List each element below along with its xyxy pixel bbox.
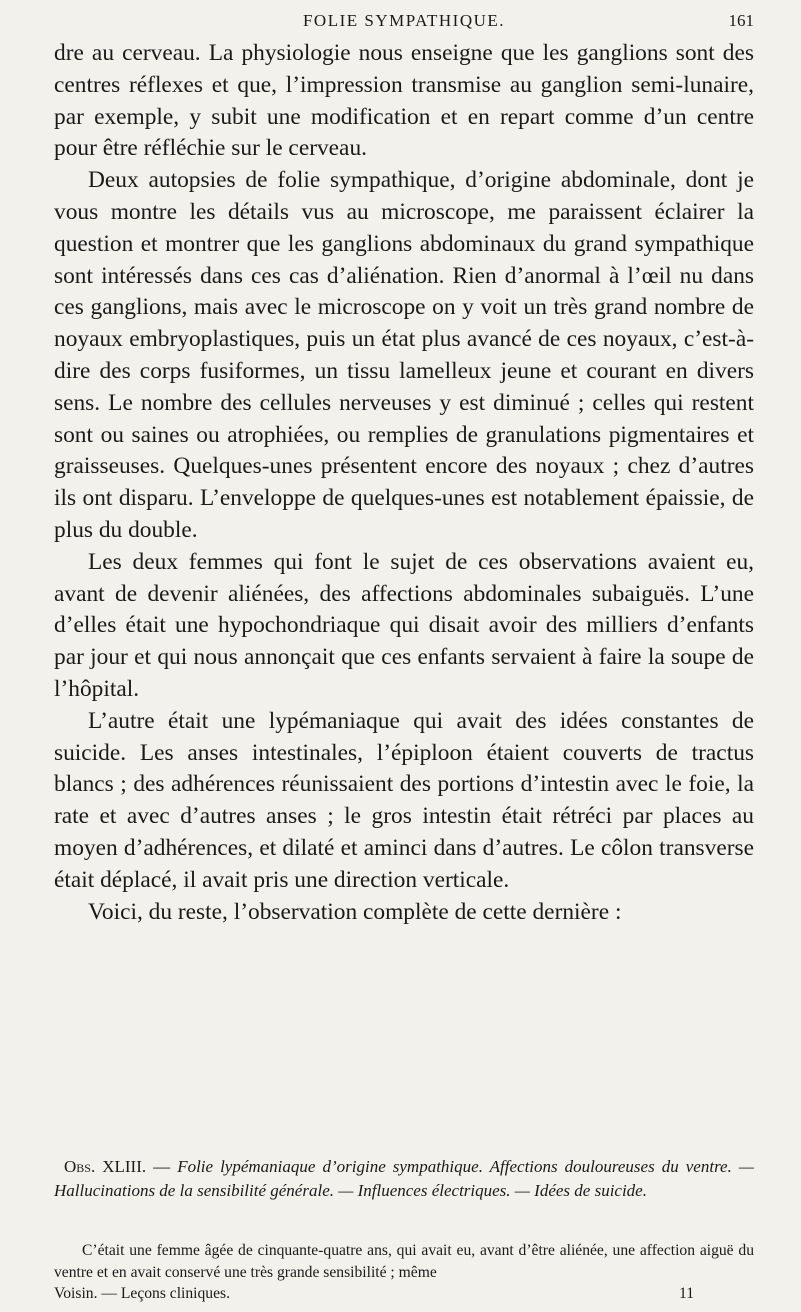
paragraph-4: L’autre était une lypémaniaque qui avait des idées constantes de suicide. Les anses intestinales, l’épiploon étaient couverts de tractus blancs ; des adhérences réunissaient des portions d’intestin avec le foie, la rate et avec d’autres anses ; le gros intestin était rétréci par places au moyen d’adhérences, et dilaté et aminci dans d’autres. Le côlon transverse était déplacé, il avait pris une direction verticale. [54,707,754,893]
paragraph-5: Voici, du reste, l’observation complète de cette dernière : [88,898,622,925]
body-text [54,38,754,928]
paragraph-3: Les deux femmes qui font le sujet de ces observations avaient eu, avant de devenir aliénées, des affections abdominales subaiguës. L’une d’elles était une hypochondriaque qui disait avoir des milliers d’enfants par jour et qui nous annonçait que ces enfants servaient à faire la soupe de l’hôpital. [54,548,754,702]
observation-heading [54,1155,754,1203]
running-head [54,8,754,34]
signature-line [54,1283,694,1305]
case-report-text: C’était une femme âgée de cinquante-quatre ans, qui avait eu, avant d’être aliénée, une affection aiguë du ventre et en avait conservé une très grande sensibilité ; même [54,1242,754,1281]
page-number: 161 [728,11,754,30]
observation-dash: — [153,1157,171,1176]
paragraph-1: dre au cerveau. La physiologie nous enseigne que les ganglions sont des centres réflexes et que, l’impression transmise au ganglion semi-lunaire, par exemple, y subit une modification et en repart comme d’un centre pour être réfléchie sur le cerveau. [54,40,754,162]
signature-left: Voisin. — Leçons cliniques. [54,1285,230,1302]
signature-number: 11 [678,1285,694,1302]
running-title: FOLIE SYMPATHIQUE. [302,11,506,30]
case-report [54,1240,754,1305]
observation-label: Obs. XLIII. [64,1157,147,1176]
paragraph-2: Deux autopsies de folie sympathique, d’origine abdominale, dont je vous montre les détails vus au microscope, me paraissent éclairer la question et montrer que les ganglions abdominaux du grand sympathique sont intéressés dans ces cas d’aliénation. Rien d’anormal à l’œil nu dans ces ganglions, mais avec le microscope on y voit un très grand nombre de noyaux embryoplastiques, puis un état plus avancé de ces noyaux, c’est-à-dire des corps fusiformes, un tissu lamelleux jeune et courant en divers sens. Le nombre des cellules nerveuses y est diminué ; celles qui restent sont ou saines ou atrophiées, ou remplies de granulations pigmentaires et graisseuses. Quelques-unes présentent encore des noyaux ; chez d’autres ils ont disparu. L’enveloppe de quelques-unes est notablement épaissie, de plus du double. [54,167,754,543]
observation-title: Folie lypémaniaque d’origine sympathique. Affections douloureuses du ventre. — Hallucinations de la sensibilité générale. — Influences électriques. — Idées de suicide. [54,1157,754,1200]
